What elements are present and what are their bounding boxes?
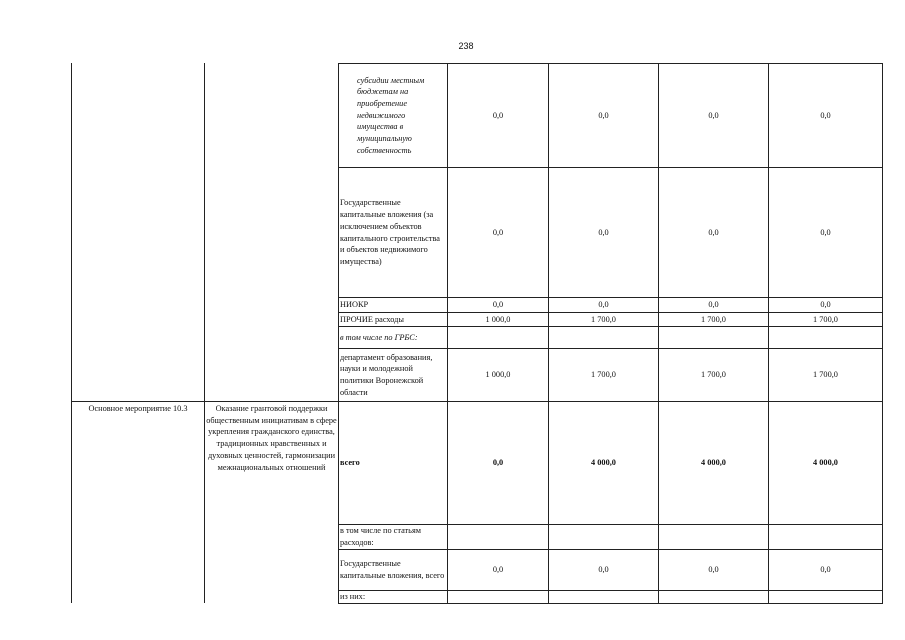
row-other-value-3: 1 700,0 — [701, 314, 726, 324]
row-niokr-value-1: 0,0 — [492, 300, 504, 310]
row-capital-investments-value-4: 0,0 — [820, 227, 831, 237]
row-niokr-value-2: 0,0 — [598, 300, 609, 310]
row-subsidies-value-4: 0,0 — [820, 110, 831, 120]
main-event-value-4: 4 000,0 — [813, 458, 838, 468]
main-event-code: Основное мероприятие 10.3 — [88, 404, 188, 413]
row-grbs-header-label: в том числе по ГРБС: — [340, 332, 418, 342]
row-capital-investments-value-2: 0,0 — [598, 227, 609, 237]
row-department-value-2: 1 700,0 — [591, 370, 616, 380]
main-event-value-3: 4 000,0 — [701, 458, 726, 468]
main-event-description: Оказание грантовой поддержки общественным инициативам в сфере укрепления гражданского единства, традиционных нравственных и духовных ценностей, гармонизации межнациональных отношений — [206, 404, 337, 472]
row-of-which-label: из них: — [340, 592, 366, 602]
row-other-value-1: 1 000,0 — [485, 314, 511, 324]
main-event-value-1: 0,0 — [492, 458, 504, 468]
row-capital-total-value-3: 0,0 — [708, 565, 719, 575]
main-event-value-2: 4 000,0 — [591, 458, 616, 468]
row-department-value-4: 1 700,0 — [813, 370, 838, 380]
row-department-value-3: 1 700,0 — [701, 370, 726, 380]
row-subsidies-value-3: 0,0 — [708, 110, 719, 120]
row-subsidies-label: субсидии местным бюджетам на приобретение недвижимого имущества в муниципальную собственность — [357, 75, 425, 155]
row-other-value-4: 1 700,0 — [813, 314, 838, 324]
row-capital-investments-value-1: 0,0 — [492, 227, 504, 237]
row-subsidies-value-2: 0,0 — [598, 110, 609, 120]
main-event-total-label: всего — [340, 458, 360, 468]
row-department-value-1: 1 000,0 — [485, 370, 511, 380]
row-niokr-value-4: 0,0 — [820, 300, 831, 310]
row-capital-total-value-1: 0,0 — [492, 565, 504, 575]
row-niokr-value-3: 0,0 — [708, 300, 719, 310]
page-number: 238 — [458, 41, 474, 51]
row-by-articles-label: в том числе по статьям расходов: — [340, 526, 422, 547]
row-subsidies-value-1: 0,0 — [492, 110, 504, 120]
row-capital-investments-value-3: 0,0 — [708, 227, 719, 237]
row-other-value-2: 1 700,0 — [591, 314, 616, 324]
row-capital-total-value-2: 0,0 — [598, 565, 609, 575]
row-capital-total-label: Государственные капитальные вложения, всего — [340, 559, 445, 580]
row-capital-total-value-4: 0,0 — [820, 565, 831, 575]
row-other-label: ПРОЧИЕ расходы — [340, 314, 404, 324]
row-niokr-label: НИОКР — [340, 300, 369, 310]
row-capital-investments-label: Государственные капитальные вложения (за исключением объектов капитального строительства и объектов недвижимого имущества) — [340, 198, 440, 266]
row-department-label: департамент образования, науки и молодежной политики Воронежской области — [340, 352, 433, 397]
